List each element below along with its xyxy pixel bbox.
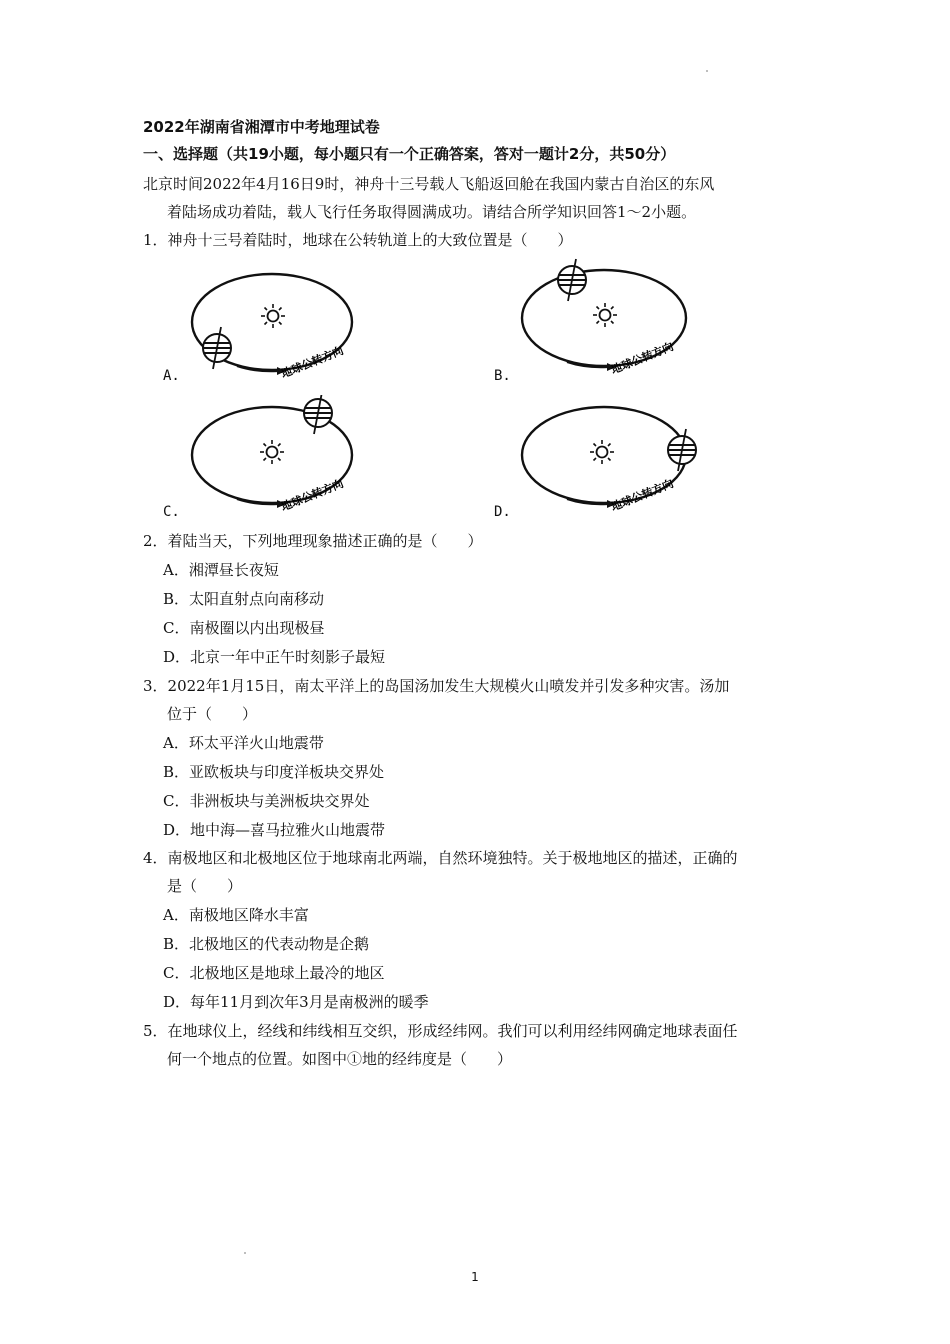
section-title: 一、选择题（共19小题，每小题只有一个正确答案，答对一题计2分，共50分）	[143, 145, 676, 163]
orbit-figure-c	[185, 395, 375, 525]
orbit-figure-b	[515, 258, 705, 388]
q2-stem: 2．着陆当天，下列地理现象描述正确的是（ ）	[143, 532, 483, 550]
q5-stem-line-1: 5．在地球仪上，经线和纬线相互交织，形成经纬网。我们可以利用经纬网确定地球表面任	[143, 1022, 738, 1040]
scan-speck	[244, 1252, 246, 1254]
orbit-direction-label: 地球公转方向	[609, 340, 676, 377]
sun-icon	[260, 440, 284, 464]
q4-option-a: A．南极地区降水丰富	[163, 906, 309, 924]
intro-line-1: 北京时间2022年4月16日9时，神舟十三号载人飞船返回舱在我国内蒙古自治区的东风	[143, 175, 715, 193]
option-b-label: B.	[494, 368, 511, 384]
q4-option-b: B．北极地区的代表动物是企鹅	[163, 935, 370, 953]
q3-option-c: C．非洲板块与美洲板块交界处	[163, 792, 370, 810]
sun-icon	[593, 303, 617, 327]
earth-icon	[558, 259, 586, 301]
orbit-direction-label: 地球公转方向	[609, 477, 676, 514]
scan-speck	[706, 70, 708, 72]
q4-option-c: C．北极地区是地球上最冷的地区	[163, 964, 385, 982]
page-number: 1	[471, 1270, 479, 1284]
orbit-direction-label: 地球公转方向	[279, 344, 346, 381]
doc-title: 2022年湖南省湘潭市中考地理试卷	[143, 118, 380, 136]
q2-option-d: D．北京一年中正午时刻影子最短	[163, 648, 386, 666]
q2-option-a: A．湘潭昼长夜短	[163, 561, 279, 579]
q4-option-d: D．每年11月到次年3月是南极洲的暖季	[163, 993, 429, 1011]
q3-option-b: B．亚欧板块与印度洋板块交界处	[163, 763, 385, 781]
earth-icon	[668, 429, 696, 471]
intro-line-2: 着陆场成功着陆，载人飞行任务取得圆满成功。请结合所学知识回答1～2小题。	[167, 203, 697, 221]
orbit-figure-d	[515, 395, 705, 525]
option-c-label: C.	[163, 504, 180, 520]
q3-stem-line-1: 3．2022年1月15日，南太平洋上的岛国汤加发生大规模火山喷发并引发多种灾害。汤加	[143, 677, 730, 695]
q2-option-b: B．太阳直射点向南移动	[163, 590, 325, 608]
option-a-label: A.	[163, 368, 180, 384]
orbit-figure-a	[185, 268, 375, 398]
q4-stem-line-2: 是（ ）	[167, 877, 243, 895]
q3-option-d: D．地中海—喜马拉雅火山地震带	[163, 821, 386, 839]
sun-icon	[261, 304, 285, 328]
orbit-direction-label: 地球公转方向	[279, 477, 346, 514]
earth-icon	[304, 395, 332, 434]
option-d-label: D.	[494, 504, 511, 520]
q3-option-a: A．环太平洋火山地震带	[163, 734, 324, 752]
q5-stem-line-2: 何一个地点的位置。如图中①地的经纬度是（ ）	[167, 1050, 513, 1068]
q1-stem: 1．神舟十三号着陆时，地球在公转轨道上的大致位置是（ ）	[143, 231, 573, 249]
q2-option-c: C．南极圈以内出现极昼	[163, 619, 325, 637]
q3-stem-line-2: 位于（ ）	[167, 705, 258, 723]
q4-stem-line-1: 4．南极地区和北极地区位于地球南北两端，自然环境独特。关于极地地区的描述，正确的	[143, 849, 738, 867]
sun-icon	[590, 440, 614, 464]
